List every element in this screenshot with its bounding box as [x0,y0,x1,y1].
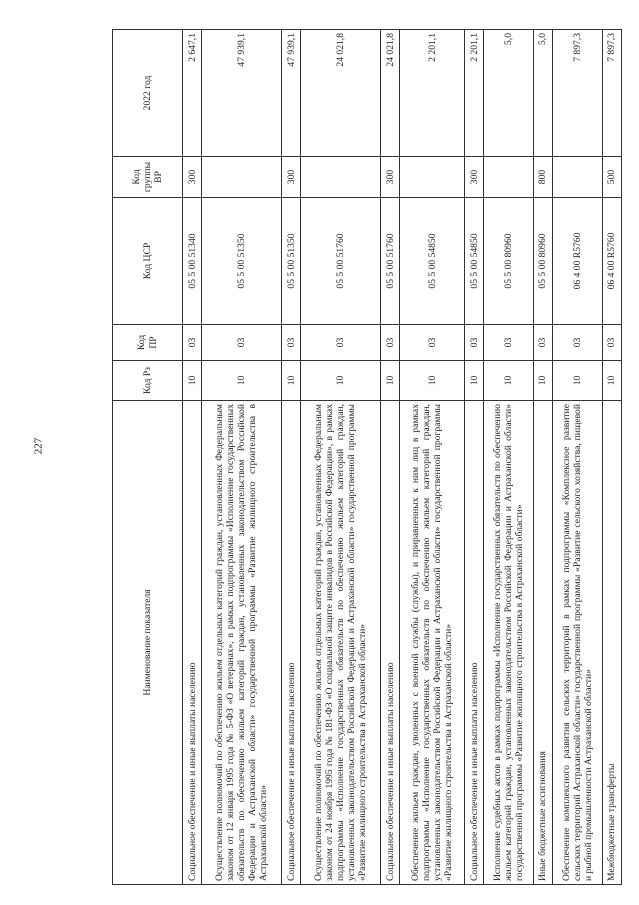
table-header-row [113,30,183,885]
cell-amount: 24 021,8 [381,30,400,157]
table-row [381,30,400,885]
header-vr: Код группы ВР [113,157,183,198]
cell-pr: 03 [381,325,400,361]
cell-vr [400,157,465,198]
cell-pr: 03 [301,325,381,361]
cell-amount: 2 647,1 [183,30,202,157]
table-row [465,30,484,885]
cell-name: Осуществление полномочий по обеспечению жильем отдельных категорий граждан, установленных Федеральным законом от 12 января 1995 года № 5-ФЗ «О ветеранах», в рамках подпрограммы «Исполнение государственных обязательств по обеспечению жильем категорий граждан, установленных законодательством Российской Федерации и Астраханской области» государственной программы «Развитие жилищного строительства в Астраханской области» [202,401,282,885]
cell-csr: 05 5 00 51340 [183,198,202,325]
cell-csr: 05 5 00 80960 [533,198,552,325]
cell-csr: 05 5 00 54850 [465,198,484,325]
cell-pr: 03 [183,325,202,361]
cell-csr: 05 5 00 51350 [202,198,282,325]
cell-name: Социальное обеспечение и иные выплаты населению [282,401,301,885]
cell-rz: 10 [553,361,603,401]
cell-name: Социальное обеспечение и иные выплаты населению [381,401,400,885]
cell-csr: 05 5 00 51760 [381,198,400,325]
header-csr: Код ЦСР [113,198,183,325]
cell-rz: 10 [381,361,400,401]
cell-csr: 05 5 00 51350 [282,198,301,325]
cell-amount: 7 897,3 [602,30,621,157]
cell-vr: 800 [533,157,552,198]
table-row [553,30,603,885]
cell-pr: 03 [484,325,534,361]
cell-amount: 24 021,8 [301,30,381,157]
table-row [484,30,534,885]
table-row [533,30,552,885]
cell-name: Обеспечение жильем граждан, уволенных с военной службы (службы), и приравненных к ним лиц в рамках подпрограммы «Исполнение государственных обязательств по обеспечению жильем категорий граждан, установленных законодательством Российской Федерации и Астраханской области» государственной программы «Развитие жилищного строительства в Астраханской области» [400,401,465,885]
cell-rz: 10 [602,361,621,401]
cell-rz: 10 [202,361,282,401]
cell-vr: 300 [465,157,484,198]
cell-amount: 2 201,1 [465,30,484,157]
cell-name: Иные бюджетные ассигнования [533,401,552,885]
cell-csr: 05 5 00 54850 [400,198,465,325]
cell-pr: 03 [282,325,301,361]
document-page [112,30,622,885]
cell-rz: 10 [533,361,552,401]
cell-name: Социальное обеспечение и иные выплаты населению [465,401,484,885]
cell-rz: 10 [282,361,301,401]
cell-vr [202,157,282,198]
cell-name: Социальное обеспечение и иные выплаты населению [183,401,202,885]
cell-name: Исполнение судебных актов в рамках подпрограммы «Исполнение государственных обязательств по обеспечению жильем категорий граждан, установленных законодательством Российской Федерации и Астраханской области» государственной программы «Развитие жилищного строительства в Астраханской области» [484,401,534,885]
table-row [183,30,202,885]
cell-rz: 10 [301,361,381,401]
table-row [202,30,282,885]
page-number: 227 [32,437,45,455]
header-year: 2022 год [113,30,183,157]
cell-amount: 5,0 [484,30,534,157]
cell-vr [484,157,534,198]
header-name: Наименование показателя [113,401,183,885]
cell-vr [301,157,381,198]
cell-vr: 300 [183,157,202,198]
cell-vr [553,157,603,198]
cell-csr: 05 5 00 80960 [484,198,534,325]
cell-amount: 47 939,1 [202,30,282,157]
cell-amount: 2 201,1 [400,30,465,157]
table-row [282,30,301,885]
cell-amount: 7 897,3 [553,30,603,157]
cell-amount: 47 939,1 [282,30,301,157]
cell-csr: 06 4 00 R5760 [602,198,621,325]
cell-pr: 03 [202,325,282,361]
cell-vr: 500 [602,157,621,198]
cell-csr: 06 4 00 R5760 [553,198,603,325]
cell-name: Межбюджетные трансферты [602,401,621,885]
table-row [400,30,465,885]
cell-vr: 300 [282,157,301,198]
cell-pr: 03 [553,325,603,361]
cell-pr: 03 [465,325,484,361]
cell-pr: 03 [533,325,552,361]
cell-name: Осуществление полномочий по обеспечению жильем отдельных категорий граждан, установленных Федеральным законом от 24 ноября 1995 года № 181-ФЗ «О социальной защите инвалидов в Российской Федерации», в рамках подпрограммы «Исполнение государственных обязательств по обеспечению жильем категорий граждан, установленных законодательством Российской Федерации и Астраханской области» государственной программы «Развитие жилищного строительства в Астраханской области» [301,401,381,885]
cell-name: Обеспечение комплексного развития сельских территорий в рамках подпрограммы «Комплексное развитие сельских территорий Астраханской области» государственной программы «Развитие сельского хозяйства, пищевой и рыбной промышленности Астраханской области» [553,401,603,885]
header-pr: Код ПР [113,325,183,361]
cell-amount: 5,0 [533,30,552,157]
cell-pr: 03 [602,325,621,361]
table-row [301,30,381,885]
cell-rz: 10 [484,361,534,401]
cell-csr: 05 5 00 51760 [301,198,381,325]
cell-rz: 10 [465,361,484,401]
budget-table [112,29,622,885]
cell-vr: 300 [381,157,400,198]
header-rz: Код Рз [113,361,183,401]
rotated-content [112,30,622,885]
cell-rz: 10 [400,361,465,401]
cell-pr: 03 [400,325,465,361]
cell-rz: 10 [183,361,202,401]
table-row [602,30,621,885]
